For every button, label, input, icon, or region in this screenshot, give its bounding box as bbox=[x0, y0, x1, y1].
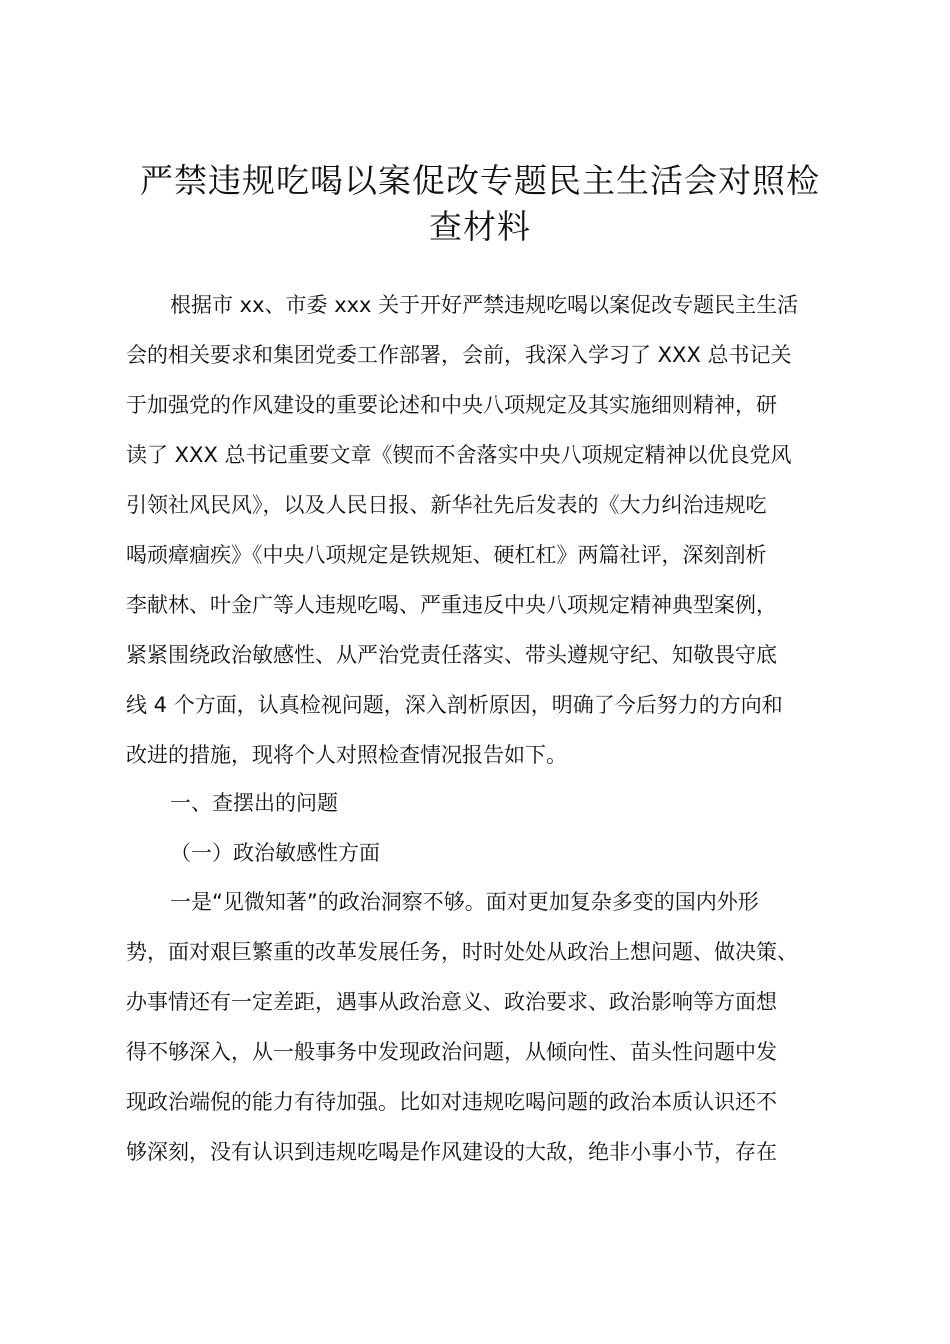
paragraph-line: 根据市 xx、市委 xxx 关于开好严禁违规吃喝以案促改专题民主生活 bbox=[170, 293, 799, 317]
paragraph-line: 办事情还有一定差距，遇事从政治意义、政治要求、政治影响等方面想 bbox=[126, 990, 777, 1014]
paragraph-line: 势，面对艰巨繁重的改革发展任务，时时处处从政治上想问题、做决策、 bbox=[126, 940, 798, 964]
document-title bbox=[110, 158, 850, 250]
paragraph-line: 引领社风民风》，以及人民日报、新华社先后发表的《大力纠治违规吃 bbox=[126, 493, 767, 517]
paragraph-line: 读了 XXX 总书记重要文章《锲而不舍落实中央八项规定精神以优良党风 bbox=[126, 443, 792, 467]
paragraph-line: 李献林、叶金广等人违规吃喝、严重违反中央八项规定精神典型案例， bbox=[126, 593, 777, 617]
intro-paragraph bbox=[126, 280, 846, 780]
paragraph-line: 现政治端倪的能力有待加强。比如对违规吃喝问题的政治本质认识还不 bbox=[126, 1090, 777, 1114]
paragraph-line: 会的相关要求和集团党委工作部署，会前，我深入学习了 XXX 总书记关 bbox=[126, 343, 792, 367]
paragraph-line: 线 4 个方面，认真检视问题，深入剖析原因，明确了今后努力的方向和 bbox=[126, 693, 783, 717]
subsection-heading: （一）政治敏感性方面 bbox=[170, 841, 380, 865]
paragraph-line: 够深刻，没有认识到违规吃喝是作风建设的大敌，绝非小事小节，存在 bbox=[126, 1140, 777, 1164]
section-heading: 一、查摆出的问题 bbox=[170, 791, 338, 815]
paragraph-line: 喝顽瘴痼疾》《中央八项规定是铁规矩、硬杠杠》两篇社评，深刻剖析 bbox=[126, 543, 767, 567]
title-line: 严禁违规吃喝以案促改专题民主生活会对照检 bbox=[140, 161, 820, 200]
paragraph-line: 得不够深入，从一般事务中发现政治问题，从倾向性、苗头性问题中发 bbox=[126, 1040, 777, 1064]
paragraph-line: 改进的措施，现将个人对照检查情况报告如下。 bbox=[126, 743, 567, 767]
body-paragraph bbox=[126, 877, 846, 1177]
title-line: 查材料 bbox=[429, 207, 531, 246]
paragraph-line: 紧紧围绕政治敏感性、从严治党责任落实、带头遵规守纪、知敬畏守底 bbox=[126, 643, 777, 667]
paragraph-line: 于加强党的作风建设的重要论述和中央八项规定及其实施细则精神，研 bbox=[126, 393, 777, 417]
paragraph-line: 一是“见微知著”的政治洞察不够。面对更加复杂多变的国内外形 bbox=[170, 890, 759, 914]
